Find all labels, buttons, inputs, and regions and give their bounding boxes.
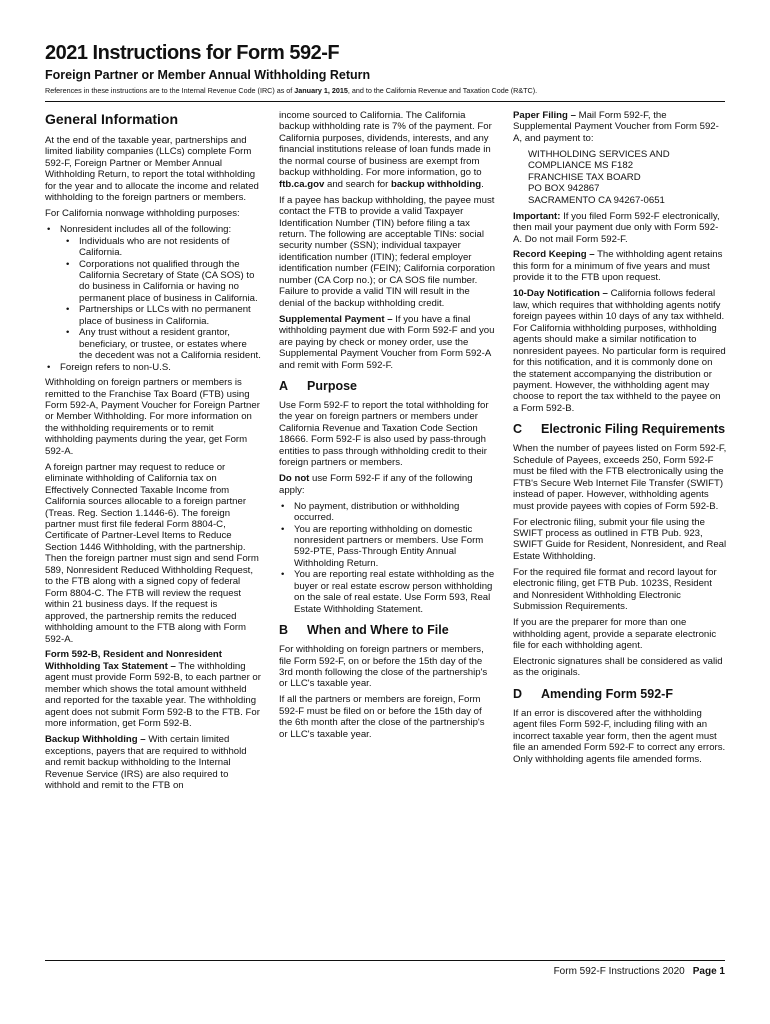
paragraph: Use Form 592-F to report the total withholding for the year on foreign partners or members under California Revenue and Taxation Code Section 18666. Form 592-F is also used by pass-through entities to pass through withholding credit to their foreign partners or members. <box>279 399 489 469</box>
run-in-heading: Paper Filing – <box>513 110 576 121</box>
paragraph: At the end of the taxable year, partnerships and limited liability companies (LLCs) complete Form 592-F, Foreign Partner or Member Annual Withholding Return, to report the total withholding for the year and to allocate the income and related withholding to the foreign partners or members. <box>45 135 259 204</box>
section-a-heading <box>279 379 495 394</box>
paragraph: If a payee has backup withholding, the payee must contact the FTB to provide a valid Taxpayer Identification Number (TIN) before filing a tax return. The following are acceptable TINs: social security number (SSN); individual taxpayer identification number (ITIN); federal employer identification number (FEIN); California corporation number (CA Corp no.); or CA SOS file number. Failure to provide a valid TIN will result in the denial of the backup withholding credit. <box>279 194 495 309</box>
section-b-heading <box>279 623 495 638</box>
paragraph-text: If you have a final withholding payment due with Form 592-F and you are paying by check or money order, use the Supplemental Payment Voucher from Form 592-A and remit with Form 592-F. <box>279 313 495 371</box>
address-line: COMPLIANCE MS F182 <box>528 160 634 172</box>
paragraph-text: use Form 592-F if any of the following apply: <box>279 473 473 496</box>
list-item: • Any trust without a resident grantor, beneficiary, or trustee, or estates where the decedent was not a California resident. <box>74 327 261 361</box>
address-line: PO BOX 942867 <box>528 183 600 195</box>
list-item-text: Nonresident includes all of the following: <box>60 224 232 236</box>
paragraph-text: and search for <box>324 178 391 190</box>
paragraph <box>279 314 495 371</box>
paragraph-text: income sourced to California. The California backup withholding rate is 7% of the payment. For California purposes, dividends, interests, and any financial institutions release of loan funds made in the normal course of business are exempt from backup withholding. For more information, go to <box>279 110 492 179</box>
run-in-heading: Form 592-B, Resident and Nonresident Withholding Tax Statement – <box>45 649 222 672</box>
sub-list <box>60 236 261 362</box>
paragraph <box>279 110 495 190</box>
run-in-heading: Supplemental Payment – <box>279 313 393 325</box>
run-in-heading: Record Keeping – <box>513 249 595 261</box>
section-title: Purpose <box>307 378 358 393</box>
address-line: FRANCHISE TAX BOARD <box>528 171 641 183</box>
paragraph: Withholding on foreign partners or members is remitted to the Franchise Tax Board (FTB) using Form 592-A, Payment Voucher for Foreign Partner or Member Withholding. For more information on the withholding requirements or to remit withholding payments during the year, get Form 592-A. <box>45 377 260 457</box>
paragraph <box>513 288 727 414</box>
footer-divider <box>45 960 725 961</box>
header-divider <box>45 101 725 102</box>
section-d-heading <box>513 687 727 702</box>
paragraph <box>45 734 261 791</box>
run-in-heading: Backup Withholding – <box>45 734 146 746</box>
section-c-heading <box>513 422 727 437</box>
document-title: 2021 Instructions for Form 592-F <box>45 42 340 64</box>
list-item: • You are reporting withholding on domestic nonresident partners or members. Use Form 592-PTE, Pass-Through Entity Annual Withholding Return. <box>289 524 495 570</box>
refs-text-end: , and to the California Revenue and Taxation Code (R&TC). <box>347 86 538 95</box>
column-2 <box>279 110 495 745</box>
paragraph: For California nonwage withholding purposes: <box>45 208 240 220</box>
list-item: • Partnerships or LLCs with no permanent place of business in California. <box>74 304 261 327</box>
address-line: SACRAMENTO CA 94267-0651 <box>528 194 665 206</box>
nonresident-list <box>45 224 261 373</box>
search-term: backup withholding <box>390 178 482 190</box>
column-3 <box>513 110 727 770</box>
page-footer <box>554 966 725 977</box>
address-line: WITHHOLDING SERVICES AND <box>528 148 670 160</box>
emphasis: Do not <box>279 473 310 485</box>
list-item: • Corporations not qualified through the California Secretary of State (CA SOS) to do business in California or having no permanent place of business in California. <box>74 259 261 305</box>
general-information-heading: General Information <box>45 111 179 127</box>
section-letter: B <box>279 623 289 638</box>
section-letter: A <box>279 378 289 393</box>
page-number: Page 1 <box>692 966 725 977</box>
do-not-use-list <box>279 501 495 616</box>
paragraph-text: With certain limited exceptions, payers that are required to withhold and remit backup withholding to the Internal Revenue Service (IRS) are also required to withhold and remit to the FTB on <box>45 734 247 791</box>
section-letter: D <box>513 686 523 701</box>
paragraph: For electronic filing, submit your file using the SWIFT process as outlined in FTB Pub. 923, SWIFT Guide for Resident, Nonresident, and Real Estate Withholding. <box>513 516 727 562</box>
paragraph-text: If you filed Form 592-F electronically, then mail your payment due only with Form 592-A. Do not mail Form 592-F. <box>513 210 720 245</box>
section-title: Electronic Filing Requirements <box>541 422 726 437</box>
paragraph: When the number of payees listed on Form 592-F, Schedule of Payees, exceeds 250, Form 592-F must be filed with the FTB electronically using the FTB's Secure Web Internet File Transfer (SWIFT) instead of paper. However, withholding agents must provide payees with copies of Form 592-B. <box>513 443 727 512</box>
column-1 <box>45 110 261 796</box>
paragraph <box>513 110 727 144</box>
paragraph-text: Mail Form 592-F, the Supplemental Payment Voucher from Form 592-A, and payment to: <box>513 110 719 144</box>
run-in-heading: Important: <box>513 210 561 222</box>
list-item: • Individuals who are not residents of California. <box>74 236 261 259</box>
paragraph-text: California follows federal law, which requires that withholding agents notify foreign payees within 10 days of any tax withheld. For California withholding purposes, withholding agents should make a similar notification to nonresident payees. No particular form is required for this notification, and it is commonly done on the statement accompanying the distribution or payment. However, the withholding agent may choose to report the tax withheld to the payee on a Form 592-B. <box>513 288 726 414</box>
list-item: • No payment, distribution or withholding occurred. <box>289 501 495 524</box>
run-in-heading: 10-Day Notification – <box>513 288 608 300</box>
list-item <box>55 224 261 361</box>
paragraph: A foreign partner may request to reduce or eliminate withholding of California tax on Effectively Connected Taxable Income from California sources allocable to a foreign partner (Treas. Reg. Section 1.1446-6). The foreign partner must first file federal Form 8804-C, Certificate of Partner-Level Items to Reduce Section 1446 Withholding, with the partnership. Then the foreign partner must sign and send Form 589, Nonresident Reduced Withholding Request, to the FTB along with a signed copy of federal Form 8804-C. The FTB will review the request within 21 business days. If the request is approved, the partnership remits the reduced withholding amount to the FTB along with Form 592-A. <box>45 461 259 645</box>
refs-date: January 1, 2015 <box>294 86 348 95</box>
ftb-website-link[interactable]: ftb.ca.gov <box>279 178 325 190</box>
list-item: • Foreign refers to non-U.S. <box>55 362 261 373</box>
section-title: Amending Form 592-F <box>541 686 673 701</box>
paragraph: Electronic signatures shall be considered as valid as the originals. <box>513 656 723 679</box>
paragraph <box>45 649 261 729</box>
paragraph: For the required file format and record layout for electronic filing, get FTB Pub. 1023S, Resident and Nonresident Withholding Electronic Submission Requirements. <box>513 566 717 613</box>
refs-text: References in these instructions are to the Internal Revenue Code (IRC) as of <box>45 86 295 95</box>
paragraph: For withholding on foreign partners or members, file Form 592-F, on or before the 15th day of the 3rd month following the close of the partnership's or LLC's taxable year. <box>279 644 488 690</box>
footer-form-label: Form 592-F Instructions 2020 <box>553 966 685 977</box>
document-subtitle: Foreign Partner or Member Annual Withholding Return <box>45 68 371 82</box>
paragraph: If an error is discovered after the withholding agent files Form 592-F, including filing with an incorrect taxable year form, then the agent must file an amended Form 592-F to correct any errors. Only withholding agents file amended forms. <box>513 707 726 765</box>
references-note <box>45 86 735 96</box>
paragraph-text: The withholding agent must provide Form 592-B, to each partner or member which shows the total amount withheld and reported for the taxable year. The withholding agent does not submit Form 592-B to the FTB. For more information, get Form 592-B. <box>45 660 261 730</box>
paragraph <box>513 249 727 283</box>
paragraph <box>279 473 495 496</box>
header <box>45 40 735 96</box>
paragraph-text: The withholding agent retains this form for a minimum of five years and must provide it to the FTB upon request. <box>513 249 723 284</box>
paragraph <box>513 211 727 245</box>
section-title: When and Where to File <box>307 623 449 638</box>
mailing-address <box>513 149 727 206</box>
paragraph: If all the partners or members are foreign, Form 592-F must be filed on or before the 15th day of the 6th month after the close of the partnership's or LLC's taxable year. <box>279 694 485 740</box>
paragraph: If you are the preparer for more than one withholding agent, provide a separate electronic file for each withholding agent. <box>513 617 717 652</box>
paragraph-text: . <box>481 178 484 190</box>
section-letter: C <box>513 422 523 437</box>
list-item: • You are reporting real estate withholding as the buyer or real estate escrow person withholding on the sale of real estate. Use Form 593, Real Estate Withholding Statement. <box>289 569 495 615</box>
